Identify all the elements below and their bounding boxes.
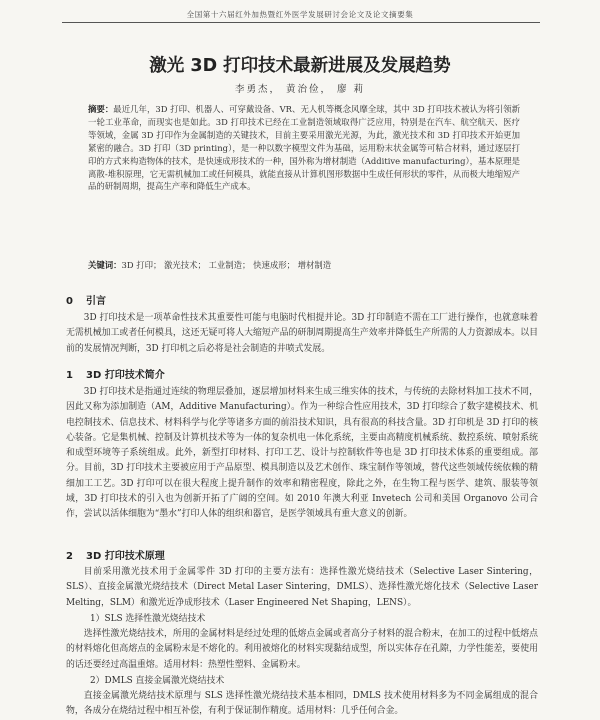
- overview-paragraph: 3D 打印技术是指通过连续的物理层叠加，逐层增加材料来生成三维实体的技术，与传统的去除材料加工技术不同，因此又称为添加制造（AM，Additive Manufacturing）。作为一种综合性应用技术，3D 打印综合了数字建模技术、机电控制技术、信息技术、材料科学与化学等诸多方面的前沿技术知识，具有很高的科技含量。3D 打印机是 3D 打印的核心装备。它是集机械、控制及计算机技术等为一体的复杂机电一体化系统，主要由高精度机械系统、数控系统、喷射系统和成型环境等子系统组成。此外，新型打印材料、打印工艺、设计与控制软件等也是 3D 打印技术体系的重要组成。部分。目前，3D 打印技术主要被应用于产品原型、模具制造以及艺术创作、珠宝制作等领域，替代这些领域传统依赖的精细加工工艺。3D 打印可以在很大程度上提升制作的效率和精密程度，除此之外，在生物工程与医学、建筑、服装等领域，3D 打印技术的引入也为创新开拓了广阔的空间。如 2010 年澳大利亚 Invetech 公司和美国 Organovo 公司合作，尝试以活体细胞为“墨水”打印人体的组织和器官，是医学领域具有重大意义的创新。: [66, 387, 538, 520]
- principle-paragraph: 目前采用激光技术用于金属零件 3D 打印的主要方法有：选择性激光烧结技术（Selective Laser Sintering，SLS）、直接金属激光烧结技术（Direct Metal Laser Sintering，DMLS）、选择性激光熔化技术（Selective Laser Melting，SLM）和激光近净成形技术（Laser Engineered Net Shaping，LENS）。: [66, 567, 538, 608]
- running-header: 全国第十六届红外加热暨红外医学发展研讨会论文及论文摘要集: [186, 10, 414, 19]
- abstract-label: 摘要：: [88, 104, 114, 114]
- section-title: 引言: [86, 296, 106, 307]
- keywords-label: 关键词：: [88, 260, 122, 270]
- section-number: 0: [66, 296, 73, 307]
- keywords-block: [88, 259, 520, 271]
- section-heading-intro: [66, 292, 106, 307]
- subsection-heading-dmls: 2）DMLS 直接金属激光烧结技术: [90, 676, 225, 686]
- section-title: 3D 打印技术简介: [86, 370, 165, 381]
- sls-paragraph: 选择性激光烧结技术，所用的金属材料是经过处理的低熔点金属或者高分子材料的混合粉末，在加工的过程中低熔点的材料熔化但高熔点的金属粉末是不熔化的。利用被熔化的材料实现黏结成型，所以实体存在孔隙，力学性能差，要使用的话还要经过高温重熔。适用材料：热塑性塑料、金属粉末。: [66, 629, 538, 670]
- subsection-heading-sls: 1）SLS 选择性激光烧结技术: [90, 614, 206, 624]
- section-number: 1: [66, 370, 73, 381]
- header-rule: [62, 22, 540, 23]
- section-title: 3D 打印技术原理: [86, 551, 165, 562]
- abstract-block: [88, 103, 520, 193]
- intro-paragraph: 3D 打印技术是一项革命性技术其重要性可能与电脑时代相提并论。3D 打印制造不需在工厂进行操作，也就意味着无需机械加工或者任何模具，这还无疑可将人大缩短产品的研制周期提高生产效率并降低生产所需的人力资源成本。以目前的发展情况判断，3D 打印机之后必将是社会制造的井喷式发展。: [66, 313, 538, 354]
- section-number: 2: [66, 551, 73, 562]
- section-heading-principle: [66, 547, 165, 562]
- paper-authors: 李勇杰， 黄治俭， 廖 莉: [234, 84, 366, 95]
- abstract-text: 最近几年，3D 打印、机器人、可穿戴设备、VR、无人机等概念风靡全球，其中 3D 打印技术被认为将引领新一轮工业革命，而现实也是如此。3D 打印技术已经在工业制造领域取得广泛应用，特别是在汽车、航空航天、医疗等领域，金属 3D 打印作为金属制造的关键技术，目前主要采用激光光源，为此，激光技术和 3D 打印技术开始更加紧密的融合。3D 打印（3D printing），是一种以数字模型文件为基础，运用粉末状金属等可粘合材料，通过逐层打印的方式来构造物体的技术，是快速成形技术的一种，国外称为增材制造（Additive manufacturing），基本原理是离散-堆积原理，它无需机械加工或任何模具，就能直接从计算机图形数据中生成任何形状的零件，从而极大地缩短产品的研制周期，提高生产率和降低生产成本。: [88, 104, 521, 192]
- section-heading-overview: [66, 366, 165, 381]
- paper-title: 激光 3D 打印技术最新进展及发展趋势: [149, 56, 451, 76]
- keywords-text: 3D 打印； 激光技术； 工业制造； 快速成形； 增材制造: [121, 260, 332, 270]
- dmls-paragraph: 直接金属激光烧结技术原理与 SLS 选择性激光烧结技术基本相同，DMLS 技术使用材料多为不同金属组成的混合物，各成分在烧结过程中相互补偿，有利于保证制作精度。适用材料：几乎任何合金。: [66, 691, 538, 717]
